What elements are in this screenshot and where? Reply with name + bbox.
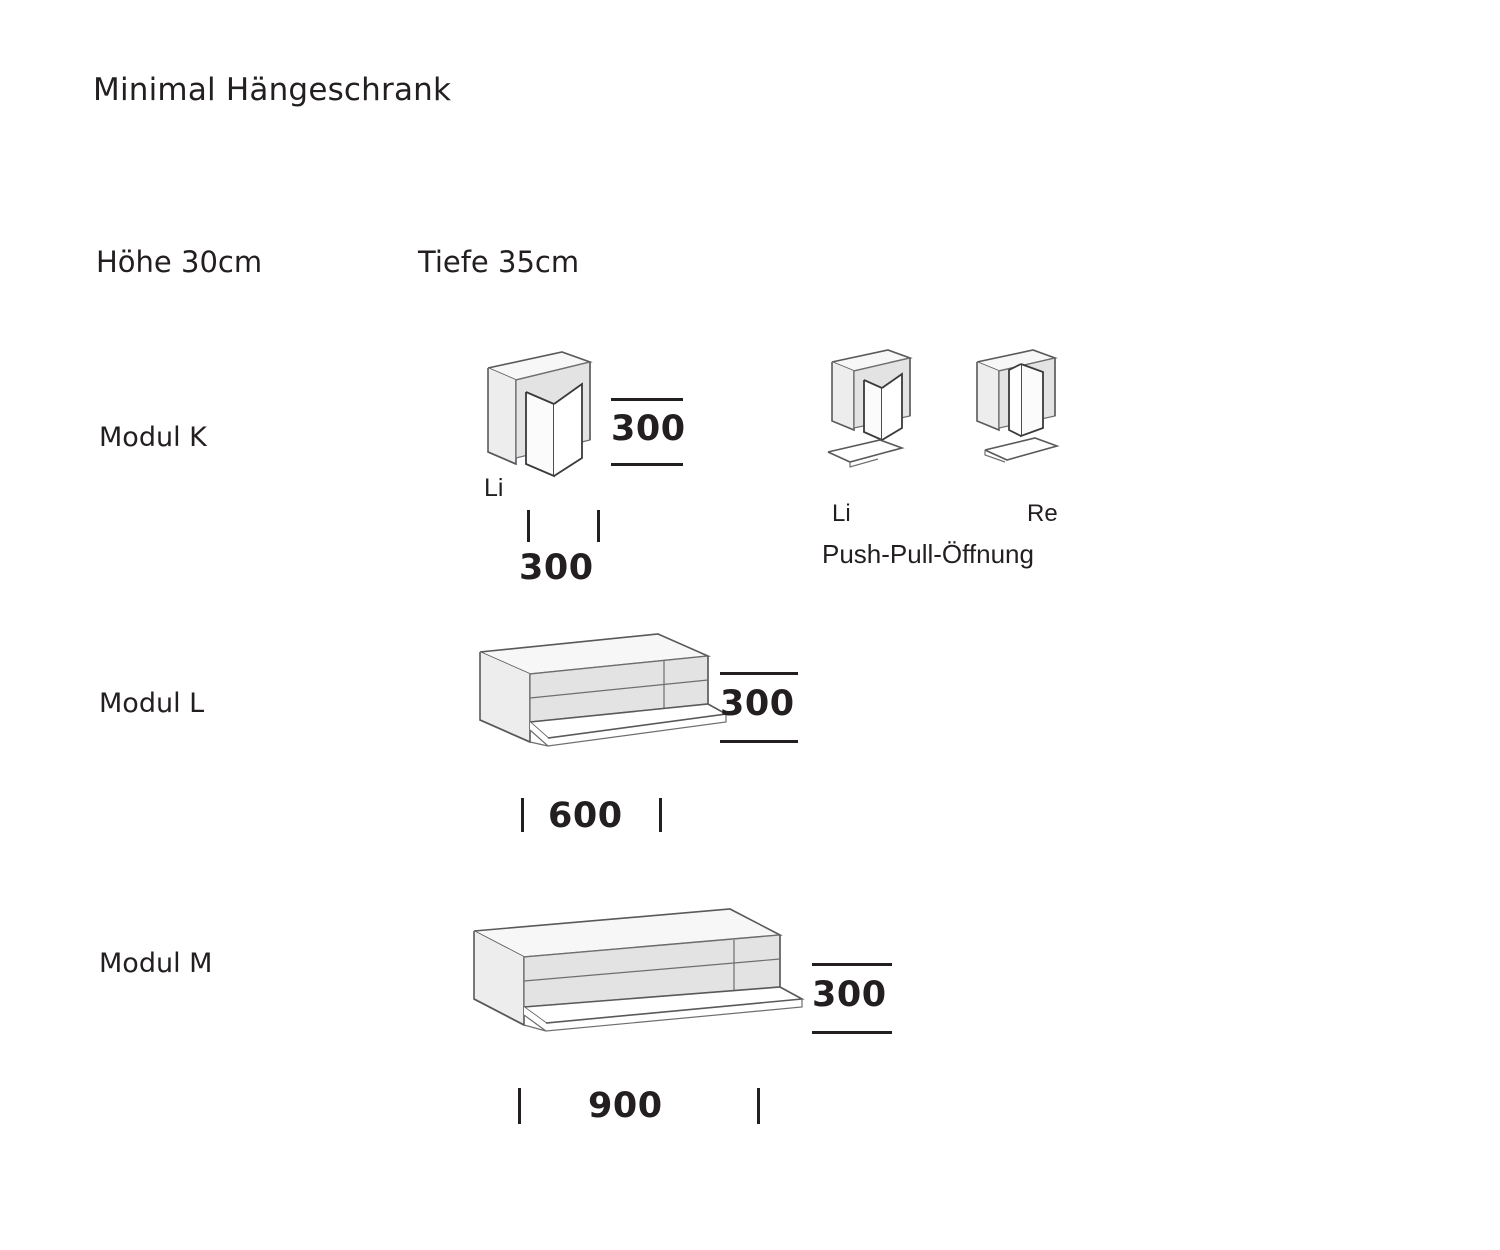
page-title: Minimal Hängeschrank	[93, 72, 452, 108]
row-label-modul-m: Modul M	[99, 948, 213, 979]
row-label-modul-l: Modul L	[99, 688, 205, 719]
modul-m-width-value: 900	[588, 1086, 663, 1126]
modul-l-width-value: 600	[548, 796, 623, 836]
modul-l-height-value: 300	[720, 684, 795, 724]
modul-k-height-value: 300	[611, 409, 686, 449]
spec-height-label: Höhe 30cm	[96, 245, 263, 279]
push-pull-left-drawing	[820, 340, 935, 480]
modul-k-hinge-note: Li	[484, 474, 504, 502]
modul-l-drawing	[468, 620, 728, 780]
push-pull-right-label: Re	[1027, 500, 1058, 527]
spec-depth-label: Tiefe 35cm	[418, 245, 580, 279]
push-pull-left-label: Li	[832, 500, 851, 527]
push-pull-right-drawing	[965, 340, 1080, 480]
push-pull-caption: Push-Pull-Öffnung	[822, 539, 1034, 569]
modul-m-drawing	[462, 895, 822, 1070]
row-label-modul-k: Modul K	[99, 422, 207, 453]
modul-m-height-value: 300	[812, 975, 887, 1015]
modul-k-width-value: 300	[519, 548, 594, 588]
